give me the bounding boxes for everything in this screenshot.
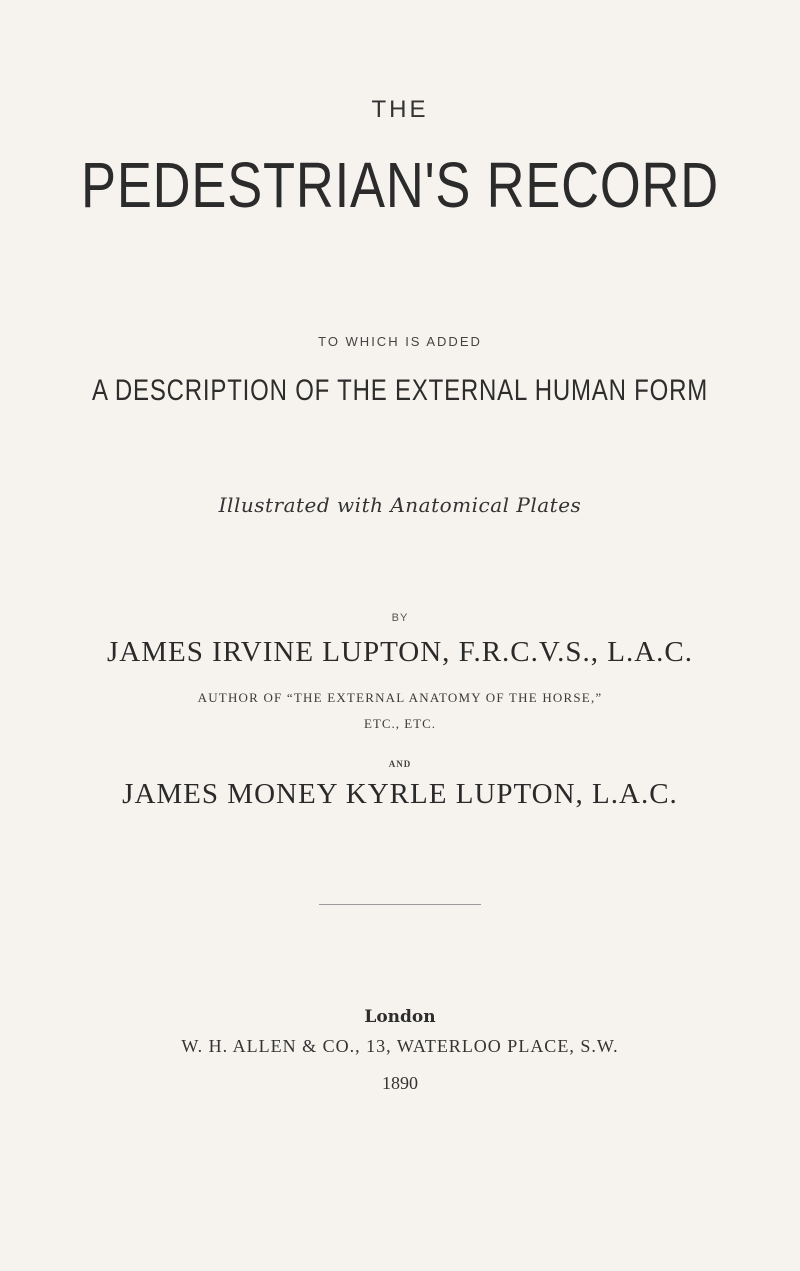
book-subtitle: A DESCRIPTION OF THE EXTERNAL HUMAN FORM — [91, 374, 709, 407]
author-1-credit: AUTHOR OF “THE EXTERNAL ANATOMY OF THE HORSE,” — [197, 690, 603, 705]
illustrated-note: Illustrated with Anatomical Plates — [218, 493, 582, 517]
and-label: AND — [388, 759, 412, 769]
book-title: PEDESTRIAN'S RECORD — [81, 149, 719, 221]
author-2-name: JAMES MONEY KYRLE LUPTON, L.A.C. — [122, 778, 678, 810]
publication-city: London — [364, 1007, 436, 1027]
by-label: BY — [391, 612, 409, 624]
author-1-name: JAMES IRVINE LUPTON, F.R.C.V.S., L.A.C. — [107, 636, 693, 668]
publication-year: 1890 — [382, 1073, 418, 1093]
publisher-imprint: W. H. ALLEN & CO., 13, WATERLOO PLACE, S.W. — [181, 1036, 619, 1056]
to-which-is-added: TO WHICH IS ADDED — [318, 334, 482, 349]
divider-rule — [319, 904, 481, 905]
title-article: THE — [371, 96, 429, 123]
author-1-etc: ETC., ETC. — [363, 716, 437, 731]
